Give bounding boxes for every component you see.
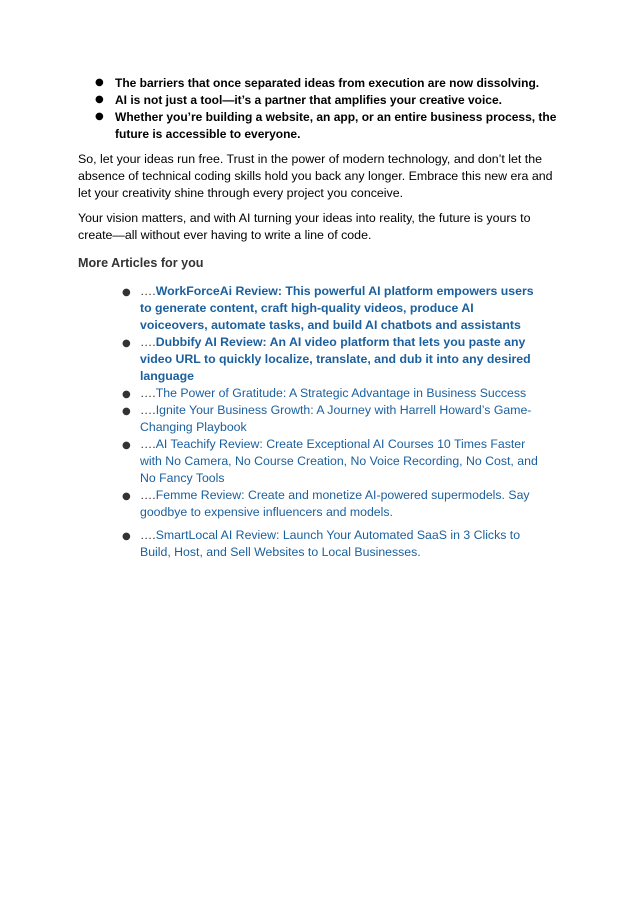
article-list-item <box>122 527 542 561</box>
bullet-icon: ● <box>95 94 104 105</box>
bullet-icon: ● <box>122 337 131 349</box>
article-prefix: …. <box>140 488 156 502</box>
bullet-icon: ● <box>95 77 104 88</box>
intro-bullet-item <box>95 75 565 92</box>
bullet-icon: ● <box>122 439 131 451</box>
bullet-icon: ● <box>122 530 131 542</box>
intro-bullet-text: The barriers that once separated ideas from execution are now dissolving. <box>115 76 540 90</box>
article-link-ignite[interactable]: Ignite Your Business Growth: A Journey with Harrell Howard’s Game-Changing Playbook <box>140 403 532 434</box>
intro-bullet-item <box>95 109 565 142</box>
article-list-item <box>122 385 542 402</box>
intro-bullet-item <box>95 92 565 109</box>
article-prefix: …. <box>140 386 156 400</box>
more-articles-heading: More Articles for you <box>78 256 204 270</box>
article-list-item <box>122 334 542 385</box>
article-link-smartlocal[interactable]: SmartLocal AI Review: Launch Your Automated SaaS in 3 Clicks to Build, Host, and Sell Websites to Local Businesses. <box>140 528 521 559</box>
article-prefix: …. <box>140 528 156 542</box>
article-prefix: …. <box>140 284 156 298</box>
article-list-item <box>122 283 542 334</box>
bullet-icon: ● <box>122 490 131 502</box>
intro-bullet-text: AI is not just a tool—it’s a partner that amplifies your creative voice. <box>115 93 502 107</box>
bullet-icon: ● <box>122 388 131 400</box>
bullet-icon: ● <box>122 405 131 417</box>
body-paragraph: So, let your ideas run free. Trust in the power of modern technology, and don’t let the absence of technical coding skills hold you back any longer. Embrace this new era and let your creativity shine through every project you conceive. <box>78 152 553 200</box>
article-link-list <box>122 283 542 561</box>
intro-bullet-text: Whether you’re building a website, an app, or an entire business process, the future is accessible to everyone. <box>115 110 557 141</box>
article-link-femme[interactable]: Femme Review: Create and monetize AI-powered supermodels. Say goodbye to expensive influencers and models. <box>140 488 530 519</box>
body-paragraph: Your vision matters, and with AI turning your ideas into reality, the future is yours to create—all without ever having to write a line of code. <box>78 211 531 242</box>
article-prefix: …. <box>140 403 156 417</box>
intro-bullet-list <box>95 75 565 143</box>
article-link-workforceai[interactable]: WorkForceAi Review: This powerful AI platform empowers users to generate content, craft high-quality videos, produce AI voiceovers, automate tasks, and build AI chatbots and assistants <box>140 284 534 332</box>
bullet-icon: ● <box>95 111 104 122</box>
article-prefix: …. <box>140 335 156 349</box>
bullet-icon: ● <box>122 286 131 298</box>
article-link-ai-teachify[interactable]: AI Teachify Review: Create Exceptional AI Courses 10 Times Faster with No Camera, No Course Creation, No Voice Recording, No Cost, and No Fancy Tools <box>140 437 538 485</box>
article-link-dubbify[interactable]: Dubbify AI Review: An AI video platform that lets you paste any video URL to quickly localize, translate, and dub it into any desired language <box>140 335 531 383</box>
article-list-item <box>122 487 542 521</box>
article-list-item <box>122 436 542 487</box>
article-prefix: …. <box>140 437 156 451</box>
article-link-gratitude[interactable]: The Power of Gratitude: A Strategic Advantage in Business Success <box>155 386 527 400</box>
article-list-item <box>122 402 542 436</box>
